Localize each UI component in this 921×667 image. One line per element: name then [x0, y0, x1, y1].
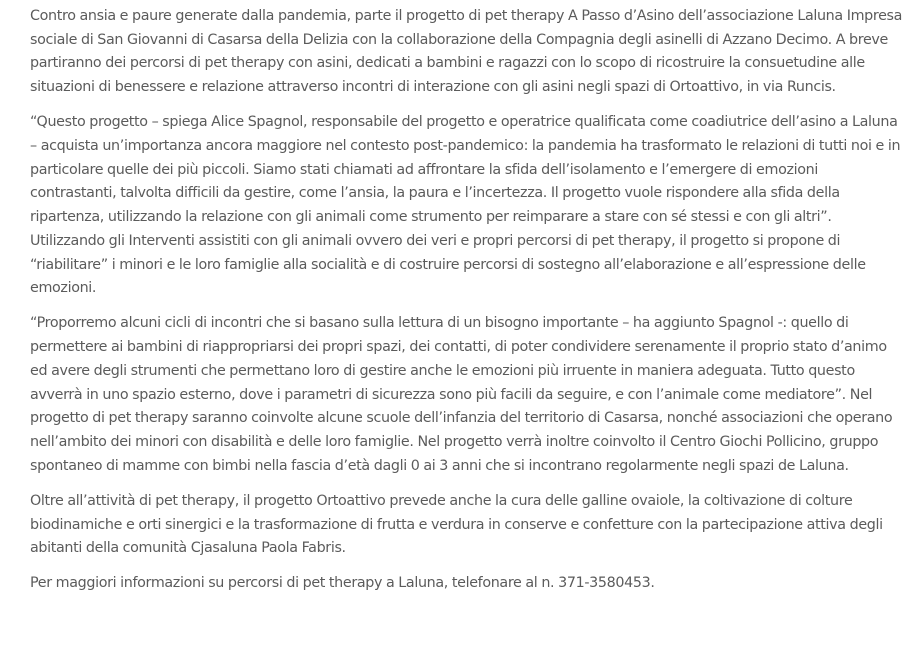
article-paragraph-4: Oltre all’attività di pet therapy, il progetto Ortoattivo prevede anche la cura delle galline ovaiole, la coltivazione di colture biodinamiche e orti sinergici e la trasformazione di frutta e verdura in conserve e confetture con la partecipazione attiva degli abitanti della comunità Cjasaluna Paola Fabris.	[30, 492, 883, 557]
article-paragraph-3: “Proporremo alcuni cicli di incontri che si basano sulla lettura di un bisogno importante – ha aggiunto Spagnol -: quello di permettere ai bambini di riappropriarsi dei propri spazi, dei contatti, di poter condividere serenamente il proprio stato d’animo ed avere degli strumenti che permettano loro di gestire anche le emozioni più irruente in maniera adeguata. Tutto questo avverrà in uno spazio esterno, dove i parametri di sicurezza sono più facili da seguire, e con l’animale come mediatore”. Nel progetto di pet therapy saranno coinvolte alcune scuole dell’infanzia del territorio di Casarsa, nonché associazioni che operano nell’ambito dei minori con disabilità e delle loro famiglie. Nel progetto verrà inoltre coinvolto il Centro Giochi Pollicino, gruppo spontaneo di mamme con bimbi nella fascia d’età dagli 0 ai 3 anni che si incontrano regolarmente negli spazi de Laluna.	[30, 315, 893, 474]
article-paragraph-5: Per maggiori informazioni su percorsi di pet therapy a Laluna, telefonare al n. 371-3580453.	[30, 575, 655, 592]
article-paragraph-1: Contro ansia e paure generate dalla pandemia, parte il progetto di pet therapy A Passo d’Asino dell’associazione Laluna Impresa sociale di San Giovanni di Casarsa della Delizia con la collaborazione della Compagnia degli asinelli di Azzano Decimo. A breve partiranno dei percorsi di pet therapy con asini, dedicati a bambini e ragazzi con lo scopo di ricostruire la consuetudine alle situazioni di benessere e relazione attraverso incontri di interazione con gli asini negli spazi di Ortoattivo, in via Runcis.	[30, 8, 903, 96]
article-paragraph-2: “Questo progetto – spiega Alice Spagnol, responsabile del progetto e operatrice qualificata come coadiutrice dell’asino a Laluna – acquista un’importanza ancora maggiore nel contesto post-pandemico: la pandemia ha trasformato le relazioni di tutti noi e in particolare quelle dei più piccoli. Siamo stati chiamati ad affrontare la sfida dell’isolamento e l’emergere di emozioni contrastanti, talvolta difficili da gestire, come l’ansia, la paura e l’incertezza. Il progetto vuole rispondere alla sfida della ripartenza, utilizzando la relazione con gli animali come strumento per reimparare a stare con sé stessi e con gli altri”. Utilizzando gli Interventi assistiti con gli animali ovvero dei veri e propri percorsi di pet therapy, il progetto si propone di “riabilitare” i minori e le loro famiglie alla socialità e di costruire percorsi di sostegno all’elaborazione e all’espressione delle emozioni.	[30, 114, 901, 297]
